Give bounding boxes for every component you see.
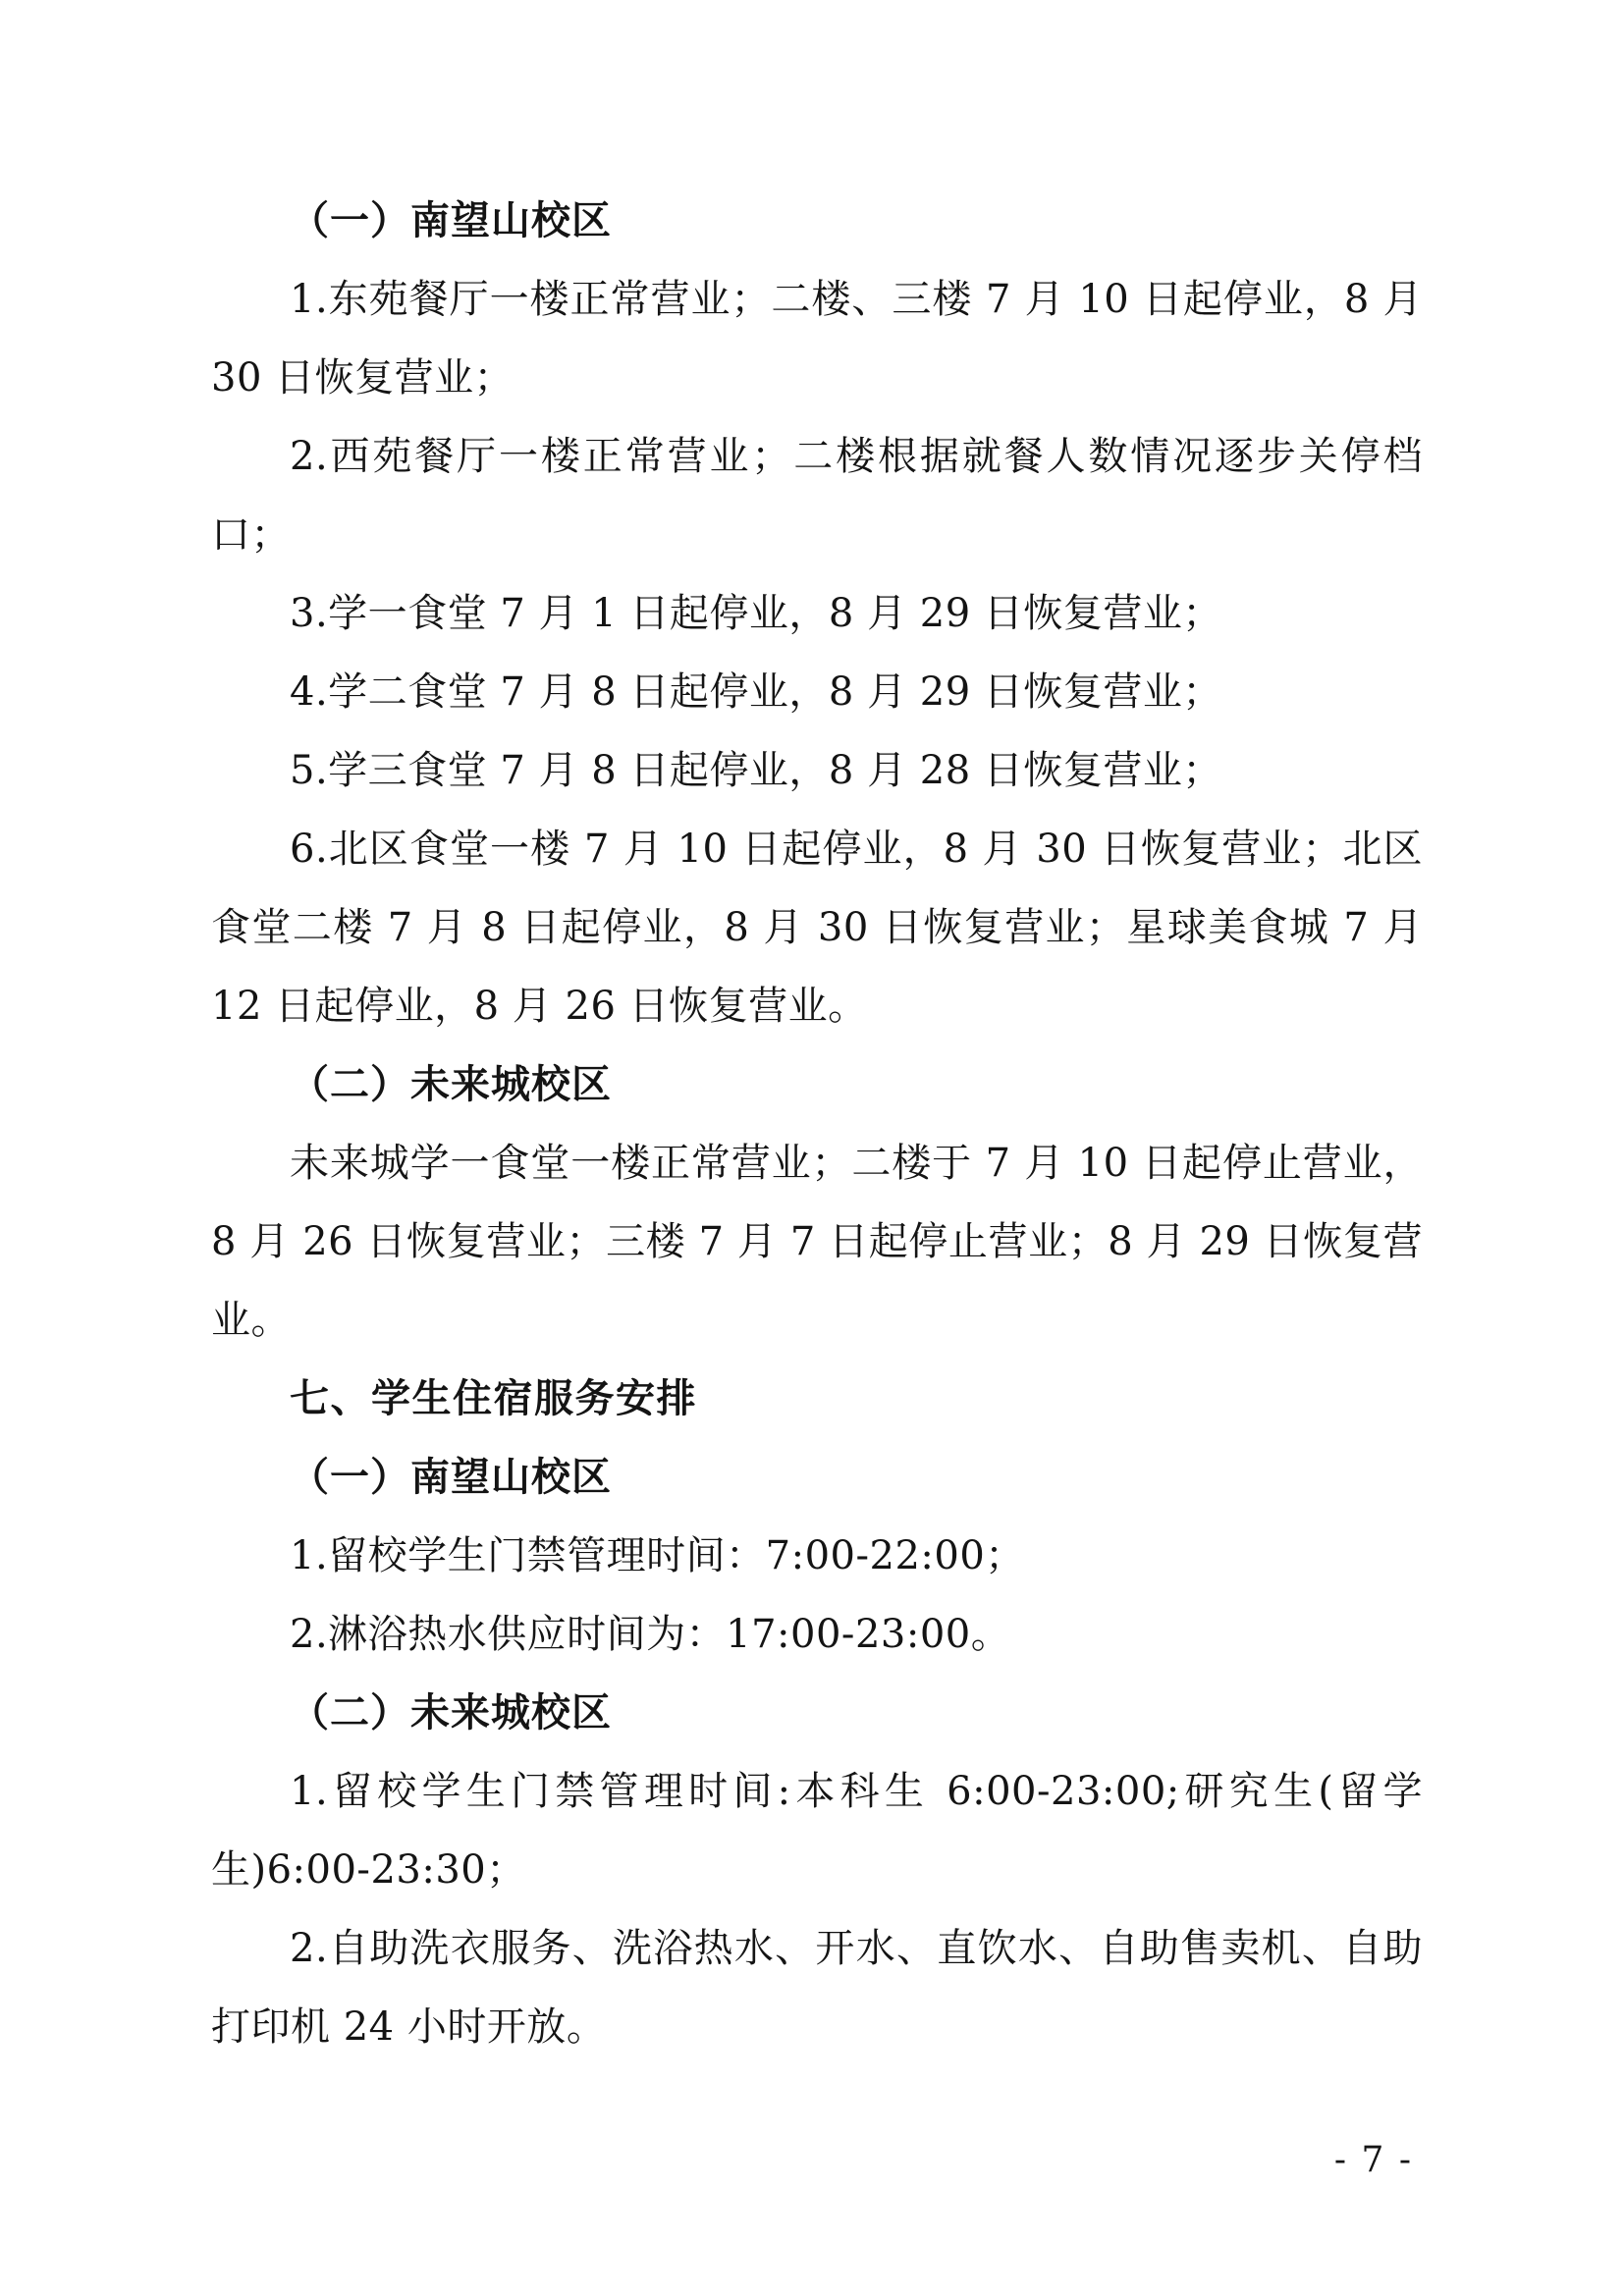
paragraph-weilaicheng-services: 2.自助洗衣服务、洗浴热水、开水、直饮水、自助售卖机、自助打印机 24 小时开放。 — [211, 1926, 1423, 2050]
paragraph-nanwangshan-gate-hours: 1.留校学生门禁管理时间：7:00-22:00； — [290, 1533, 1025, 1578]
paragraph-weilaicheng-xueyi-shitang: 未来城学一食堂一楼正常营业；二楼于 7 月 10 日起停止营业，8 月 26 日恢复营业；三楼 7 月 7 日起停止营业；8 月 29 日恢复营业。 — [211, 1141, 1423, 1343]
paragraph-xiyuan-canting: 2.西苑餐厅一楼正常营业；二楼根据就餐人数情况逐步关停档口； — [211, 434, 1423, 558]
page-number: - 7 - — [1333, 2140, 1413, 2180]
section-heading-nanwangshan-dining: （一）南望山校区 — [290, 198, 612, 243]
section-heading-nanwangshan-accommodation: （一）南望山校区 — [290, 1455, 612, 1500]
section-heading-student-accommodation: 七、学生住宿服务安排 — [290, 1376, 697, 1421]
paragraph-nanwangshan-shower-hours: 2.淋浴热水供应时间为：17:00-23:00。 — [290, 1612, 1011, 1657]
paragraph-weilaicheng-gate-hours: 1.留校学生门禁管理时间:本科生 6:00-23:00;研究生(留学生)6:00-23:30； — [211, 1769, 1423, 1893]
paragraph-xuesan-shitang: 5.学三食堂 7 月 8 日起停业，8 月 28 日恢复营业； — [290, 748, 1222, 793]
document-body — [211, 182, 1423, 2066]
paragraph-xueer-shitang: 4.学二食堂 7 月 8 日起停业，8 月 29 日恢复营业； — [290, 669, 1222, 715]
section-heading-weilaicheng-accommodation: （二）未来城校区 — [290, 1690, 612, 1735]
paragraph-xueyi-shitang: 3.学一食堂 7 月 1 日起停业，8 月 29 日恢复营业； — [290, 591, 1222, 636]
section-heading-weilaicheng-dining: （二）未来城校区 — [290, 1062, 612, 1107]
paragraph-beiqu-shitang: 6.北区食堂一楼 7 月 10 日起停业，8 月 30 日恢复营业；北区食堂二楼 7 月 8 日起停业，8 月 30 日恢复营业；星球美食城 7 月 12 日起停业，8 月 26 日恢复营业。 — [211, 827, 1423, 1029]
paragraph-dongyuan-canting: 1.东苑餐厅一楼正常营业；二楼、三楼 7 月 10 日起停业，8 月 30 日恢复营业； — [211, 277, 1423, 400]
